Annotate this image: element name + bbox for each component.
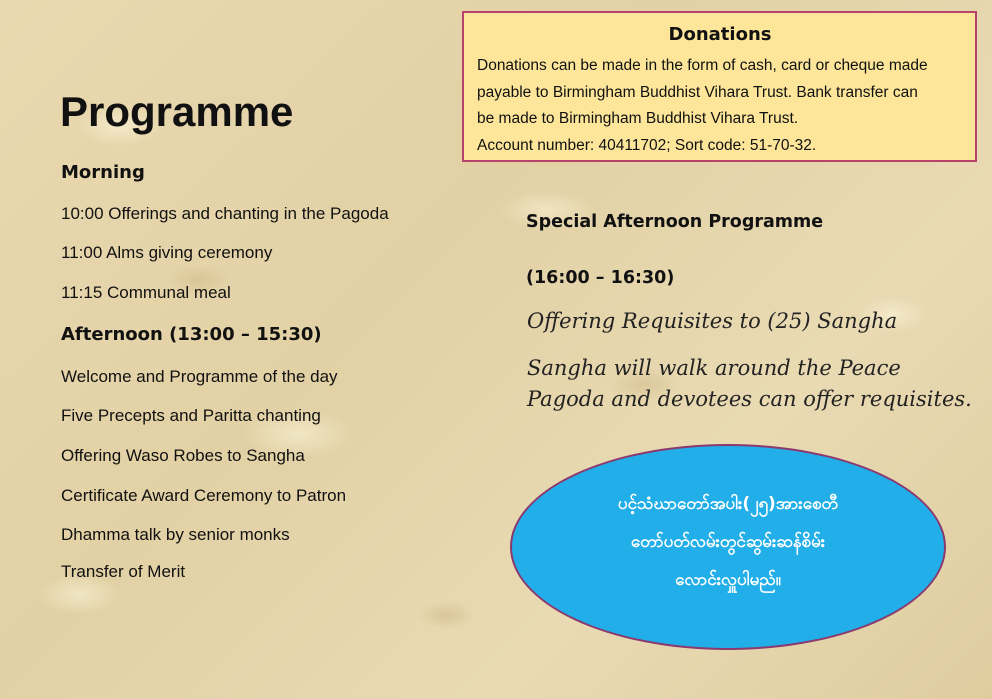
afternoon-item: Transfer of Merit xyxy=(61,562,186,581)
donations-title: Donations xyxy=(668,24,772,45)
burmese-note-line: လောင်းလှူပါမည်။ xyxy=(675,570,781,590)
morning-item: 10:00 Offerings and chanting in the Pagoda xyxy=(61,204,389,223)
morning-heading: Morning xyxy=(61,162,145,183)
morning-item: 11:00 Alms giving ceremony xyxy=(61,243,273,262)
burmese-note-line: တော်ပတ်လမ်းတွင်ဆွမ်းဆန်စိမ်း xyxy=(630,532,826,552)
afternoon-heading: Afternoon (13:00 – 15:30) xyxy=(61,324,322,345)
burmese-note-ellipse xyxy=(510,444,946,650)
programme-title: Programme xyxy=(60,88,294,135)
afternoon-item: Dhamma talk by senior monks xyxy=(61,525,290,544)
special-programme-heading: Special Afternoon Programme xyxy=(526,212,824,232)
donations-account-line: Account number: 40411702; Sort code: 51-70-32. xyxy=(477,136,817,154)
burmese-note-text xyxy=(578,485,878,599)
special-walk-line: Pagoda and devotees can offer requisites. xyxy=(527,387,972,411)
morning-item: 11:15 Communal meal xyxy=(61,283,231,302)
afternoon-item: Welcome and Programme of the day xyxy=(61,367,338,386)
special-programme-time: (16:00 – 16:30) xyxy=(526,268,675,288)
special-offering-line: Offering Requisites to (25) Sangha xyxy=(527,309,898,333)
afternoon-item: Offering Waso Robes to Sangha xyxy=(61,446,305,465)
burmese-note-line: ပင့်သံဃာတော်အပါး(၂၅)အားစေတီ xyxy=(617,494,839,514)
donations-line: payable to Birmingham Buddhist Vihara Trust. Bank transfer can xyxy=(477,83,918,101)
special-walk-line: Sangha will walk around the Peace xyxy=(527,356,901,380)
afternoon-item: Certificate Award Ceremony to Patron xyxy=(61,486,347,505)
donations-line: Donations can be made in the form of cash, card or cheque made xyxy=(477,57,928,74)
afternoon-item: Five Precepts and Paritta chanting xyxy=(61,406,321,425)
donations-line: be made to Birmingham Buddhist Vihara Trust. xyxy=(477,110,799,127)
donations-box xyxy=(462,11,977,162)
